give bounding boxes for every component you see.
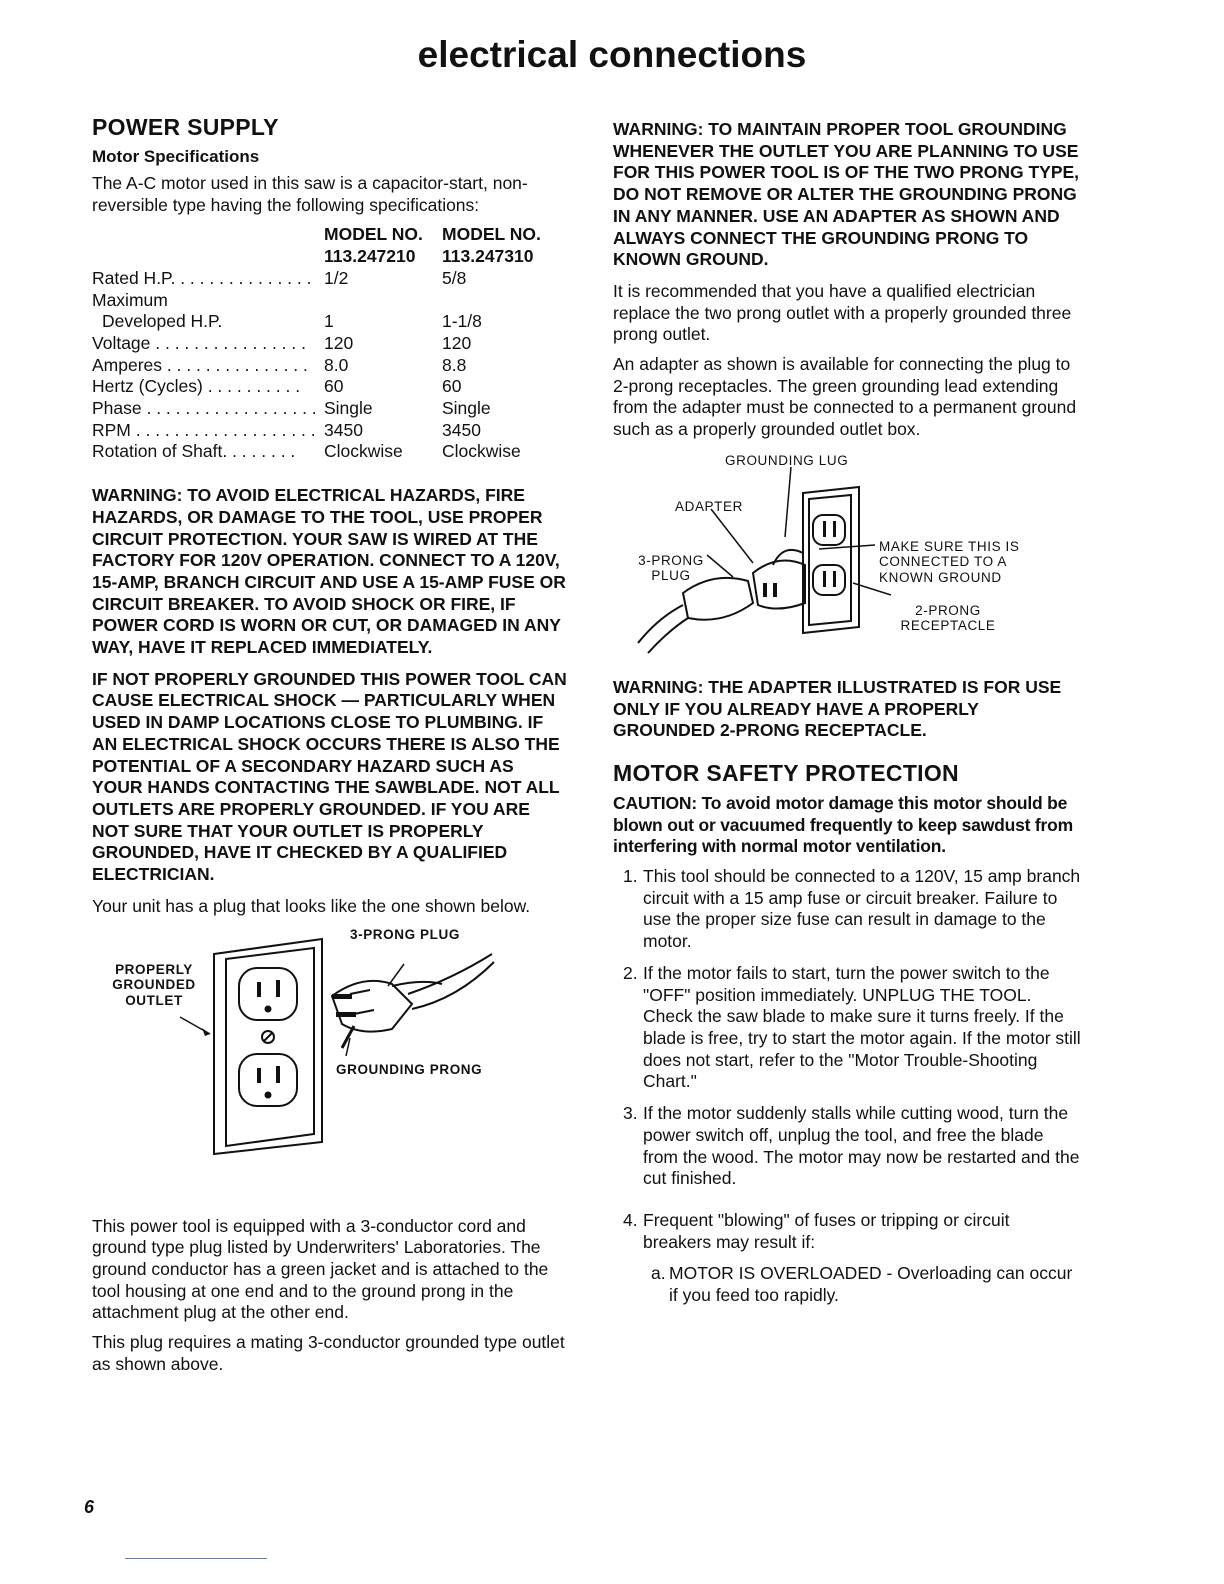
footer-rule (125, 1558, 267, 1559)
three-prong-plug-label: 3-PRONG PLUG (638, 552, 704, 584)
spec-label: Developed H.P. (102, 311, 223, 332)
spec-value: 3450 (442, 419, 481, 440)
spec-label: Voltage . . . . . . . . . . . . . . . . (92, 332, 306, 353)
grounded-outlet-figure (92, 924, 568, 1186)
power-supply-heading: POWER SUPPLY (92, 114, 279, 140)
subitem-text: MOTOR IS OVERLOADED - Overloading can occur if you feed too rapidly. (669, 1263, 1073, 1306)
list-item (613, 1103, 1081, 1190)
spec-header-row (92, 224, 568, 246)
spec-table (92, 224, 568, 463)
cord-description: This power tool is equipped with a 3-conductor cord and ground type plug listed by Underwriters' Laboratories. The ground conductor has a green jacket and is attached to the tool housing at one end and to the ground prong in the attachment plug at the other end. (92, 1215, 549, 1323)
spec-row (92, 333, 568, 355)
spec-value: 8.0 (324, 354, 349, 375)
mating-outlet-note: This plug requires a mating 3-conductor grounded type outlet as shown above. (92, 1332, 565, 1374)
spec-row (92, 268, 568, 290)
spec-model-row (92, 246, 568, 268)
grounding-prong-label: GROUNDING PRONG (336, 1061, 483, 1077)
spec-value: 3450 (324, 419, 363, 440)
spec-label: Phase . . . . . . . . . . . . . . . . . . (92, 398, 317, 419)
spec-row (92, 355, 568, 377)
page-title: electrical connections (417, 34, 807, 75)
list-item (613, 963, 1081, 1093)
spec-value: 5/8 (442, 267, 467, 288)
spec-value: Clockwise (442, 441, 521, 462)
spec-model-number: 113.247210 (324, 246, 416, 267)
spec-row (92, 290, 568, 312)
left-column (92, 114, 568, 1383)
motor-safety-steps (613, 866, 1081, 1253)
spec-value: 1/2 (324, 267, 349, 288)
adapter-usage-warning: WARNING: THE ADAPTER ILLUSTRATED IS FOR USE ONLY IF YOU ALREADY HAVE A PROPERLY GROUNDED 2-PRONG RECEPTACLE. (613, 676, 1062, 741)
spec-col-header: MODEL NO. (442, 224, 541, 245)
subitem-letter: a. (651, 1263, 666, 1284)
adapter-label: ADAPTER (675, 498, 743, 514)
spec-label: Rated H.P. . . . . . . . . . . . . . . (92, 267, 312, 288)
spec-label: Maximum (92, 289, 168, 310)
right-column (613, 119, 1081, 1307)
motor-specifications-subheading: Motor Specifications (92, 147, 260, 166)
spec-row (92, 441, 568, 463)
step-text: Frequent "blowing" of fuses or tripping or circuit breakers may result if: (643, 1209, 1010, 1252)
spec-model-number: 113.247310 (442, 246, 534, 267)
motor-caution: CAUTION: To avoid motor damage this motor should be blown out or vacuumed frequently to keep sawdust from interfering with normal motor ventilation. (613, 792, 1074, 857)
adapter-figure (613, 453, 1081, 663)
circuit-protection-warning: WARNING: TO AVOID ELECTRICAL HAZARDS, FIRE HAZARDS, OR DAMAGE TO THE TOOL, USE PROPER CIRCUIT PROTECTION. YOUR SAW IS WIRED AT THE FACTORY FOR 120V OPERATION. CONNECT TO A 120V, 15-AMP, BRANCH CIRCUIT AND USE A 15-AMP FUSE OR CIRCUIT BREAKER. TO AVOID SHOCK OR FIRE, IF POWER CORD IS WORN OR CUT, OR DAMAGED IN ANY WAY, HAVE IT REPLACED IMMEDIATELY. (92, 485, 566, 658)
list-subitem (643, 1263, 1081, 1306)
known-ground-label: MAKE SURE THIS IS CONNECTED TO A KNOWN GROUND (879, 538, 1020, 585)
spec-row (92, 311, 568, 333)
step-text: This tool should be connected to a 120V, 15 amp branch circuit with a 15 amp fuse or circuit breaker. Failure to use the proper size fuse can result in damage to the motor. (643, 866, 1081, 952)
electrician-recommendation: It is recommended that you have a qualified electrician replace the two prong outlet with a properly grounded three prong outlet. (613, 280, 1072, 345)
three-prong-plug-label: 3-PRONG PLUG (350, 926, 460, 942)
list-item (613, 1210, 1081, 1253)
list-item (613, 866, 1081, 953)
spec-value: 8.8 (442, 354, 467, 375)
motor-safety-heading: MOTOR SAFETY PROTECTION (613, 759, 959, 786)
spec-label: RPM . . . . . . . . . . . . . . . . . . . (92, 419, 316, 440)
spec-label: Hertz (Cycles) . . . . . . . . . . (92, 376, 301, 397)
two-prong-warning: WARNING: TO MAINTAIN PROPER TOOL GROUNDING WHENEVER THE OUTLET YOU ARE PLANNING TO USE FOR THIS POWER TOOL IS OF THE TWO PRONG TYPE, DO NOT REMOVE OR ALTER THE GROUNDING PRONG IN ANY MANNER. USE AN ADAPTER AS SHOWN AND ALWAYS CONNECT THE GROUNDING PRONG TO KNOWN GROUND. (613, 119, 1080, 270)
spec-value: 1 (324, 311, 334, 332)
plug-intro: Your unit has a plug that looks like the one shown below. (92, 895, 531, 916)
spec-row (92, 420, 568, 442)
spec-value (324, 290, 442, 312)
step-text: If the motor fails to start, turn the power switch to the "OFF" position immediately. UNPLUG THE TOOL. Check the saw blade to make sure it turns freely. If the blade is free, try to start the motor again. If the motor still does not start, refer to the "Motor Trouble-Shooting Chart." (643, 962, 1081, 1092)
spec-label: Rotation of Shaft. . . . . . . . (92, 441, 296, 462)
two-prong-receptacle-label: 2-PRONG RECEPTACLE (900, 602, 996, 634)
grounding-lug-label: GROUNDING LUG (725, 452, 849, 468)
page-number: 6 (84, 1497, 95, 1517)
spec-value: Single (324, 398, 373, 419)
step-number: 3. (623, 1103, 638, 1124)
spec-col-header: MODEL NO. (324, 224, 423, 245)
step-number: 4. (623, 1209, 638, 1230)
step-number: 2. (623, 962, 638, 983)
spec-value: 1-1/8 (442, 311, 482, 332)
spec-row (92, 398, 568, 420)
step-number: 1. (623, 866, 638, 887)
motor-intro: The A-C motor used in this saw is a capacitor-start, non-reversible type having the following specifications: (92, 173, 528, 215)
spec-value: 60 (442, 376, 462, 397)
grounding-warning: IF NOT PROPERLY GROUNDED THIS POWER TOOL CAN CAUSE ELECTRICAL SHOCK — PARTICULARLY WHEN USED IN DAMP LOCATIONS CLOSE TO PLUMBING. IF AN ELECTRICAL SHOCK OCCURS THERE IS ALSO THE POTENTIAL OF A SECONDARY HAZARD SUCH AS YOUR HANDS CONTACTING THE SAWBLADE. NOT ALL OUTLETS ARE PROPERLY GROUNDED. IF YOU ARE NOT SURE THAT YOUR OUTLET IS PROPERLY GROUNDED, HAVE IT CHECKED BY A QUALIFIED ELECTRICIAN. (92, 668, 567, 885)
spec-value: Single (442, 398, 491, 419)
spec-value: 60 (324, 376, 344, 397)
step-text: If the motor suddenly stalls while cutting wood, turn the power switch off, unplug the tool, and free the blade from the wood. The motor may now be restarted and the cut finished. (643, 1103, 1080, 1189)
spec-value: 120 (442, 332, 472, 353)
properly-grounded-outlet-label: PROPERLY GROUNDED OUTLET (112, 961, 196, 1008)
spec-value: 120 (324, 332, 354, 353)
spec-label: Amperes . . . . . . . . . . . . . . . (92, 354, 308, 375)
spec-value: Clockwise (324, 441, 403, 462)
adapter-description: An adapter as shown is available for connecting the plug to 2-prong receptacles. The green grounding lead extending from the adapter must be connected to a permanent ground such as a properly grounded outlet box. (613, 354, 1077, 440)
spec-row (92, 376, 568, 398)
